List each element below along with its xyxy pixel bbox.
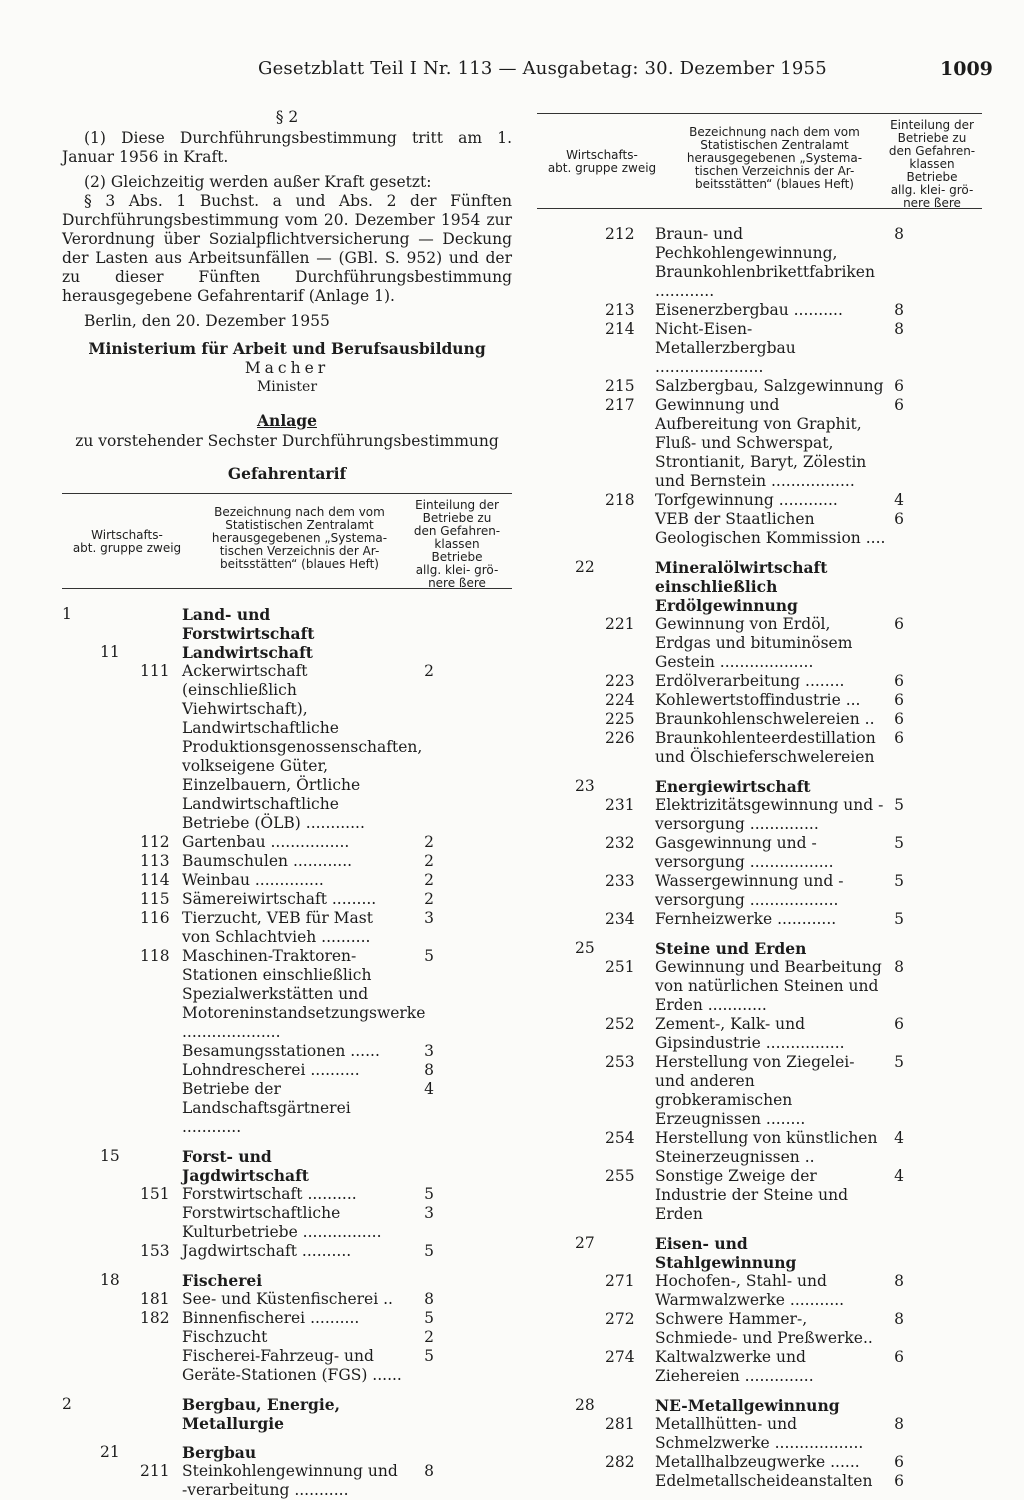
- zweig-number: 113: [140, 852, 170, 870]
- entry-text: Eisenerzbergbau ..........: [655, 301, 843, 319]
- tariff-table-left: [62, 605, 512, 1500]
- zweig-number: 226: [605, 729, 635, 747]
- gruppe-number: 25: [575, 939, 595, 957]
- table-row: [537, 377, 982, 396]
- gefahrenklasse-value: 8: [894, 225, 904, 243]
- entry-text: Baumschulen ............: [182, 852, 353, 870]
- entry-text: Nicht-Eisen-Metallerzbergbau ......................: [655, 320, 796, 376]
- entry-text: Sonstige Zweige der Industrie der Steine und Erden: [655, 1167, 849, 1223]
- gefahrenklasse-value: 5: [894, 910, 904, 928]
- entry-text: Braunkohlenschwelereien ..: [655, 710, 875, 728]
- section-heading: § 2: [275, 108, 299, 126]
- gruppe-number: 23: [575, 777, 595, 795]
- zweig-number: 255: [605, 1167, 635, 1185]
- table-row: [62, 1271, 512, 1290]
- table-row: [537, 1348, 982, 1386]
- entry-text: Mineralölwirtschaft einschließlich Erdölgewinnung: [655, 558, 828, 615]
- gefahrenklasse-value: 5: [894, 872, 904, 890]
- table-row: [537, 1310, 982, 1348]
- zweig-number: 274: [605, 1348, 635, 1366]
- gefahrenklasse-value: 4: [894, 1129, 904, 1147]
- entry-text: Gewinnung von Erdöl, Erdgas und bituminösem Gestein ...................: [655, 615, 853, 671]
- table-row: [62, 662, 512, 833]
- table-row: [537, 939, 982, 958]
- table-row: [537, 1272, 982, 1310]
- gefahrenklasse-value: 6: [894, 672, 904, 690]
- gefahrenklasse-value: 5: [424, 1347, 434, 1365]
- zweig-number: 234: [605, 910, 635, 928]
- entry-text: Gewinnung und Bearbeitung von natürlichen Steinen und Erden ............: [655, 958, 882, 1014]
- gefahrenklasse-value: 6: [894, 377, 904, 395]
- table-row: [537, 301, 982, 320]
- entry-text: Maschinen-Traktoren-Stationen einschließlich Spezialwerkstätten und Motoreninstandsetzungswerke ....................: [182, 947, 426, 1041]
- zweig-number: 282: [605, 1453, 635, 1471]
- entry-text: Landwirtschaft: [182, 643, 313, 662]
- zweig-number: 224: [605, 691, 635, 709]
- gefahrenklasse-value: 3: [424, 909, 434, 927]
- entry-text: Lohndrescherei ..........: [182, 1061, 360, 1079]
- table-row: [537, 958, 982, 1015]
- gefahrenklasse-value: 4: [894, 491, 904, 509]
- gefahrenklasse-value: 2: [424, 890, 434, 908]
- gefahrenklasse-value: 2: [424, 871, 434, 889]
- zweig-number: 114: [140, 871, 170, 889]
- gefahrenklasse-value: 6: [894, 1472, 904, 1490]
- entry-text: Gasgewinnung und -versorgung .................: [655, 834, 834, 871]
- entry-text: Elektrizitätsgewinnung und -versorgung ..............: [655, 796, 884, 833]
- table-row: [62, 1347, 512, 1385]
- table-row: [62, 1080, 512, 1137]
- header-einteilung: Einteilung der Betriebe zu den Gefahren- klassen Betriebe allg. klei- grö- nere ßere: [888, 118, 976, 210]
- entry-text: VEB der Staatlichen Geologischen Kommission ....: [655, 510, 886, 547]
- entry-text: Herstellung von künstlichen Steinerzeugnissen ..: [655, 1129, 878, 1166]
- table-row: [537, 1053, 982, 1129]
- table-row: [537, 1015, 982, 1053]
- table-row: [537, 225, 982, 301]
- zweig-number: 112: [140, 833, 170, 851]
- entry-text: Binnenfischerei ..........: [182, 1309, 360, 1327]
- zweig-number: 281: [605, 1415, 635, 1433]
- zweig-number: 211: [140, 1462, 170, 1480]
- entry-text: Betriebe der Landschaftsgärtnerei ............: [182, 1080, 351, 1136]
- zweig-number: 225: [605, 710, 635, 728]
- table-row: [537, 320, 982, 377]
- gruppe-number: 15: [100, 1147, 120, 1165]
- entry-text: NE-Metallgewinnung: [655, 1396, 840, 1415]
- table-row: [537, 691, 982, 710]
- gefahrenklasse-value: 5: [894, 796, 904, 814]
- header-einteilung: Einteilung der Betriebe zu den Gefahren- klassen Betriebe allg. klei- grö- nere ßere: [413, 498, 501, 590]
- table-row: [62, 833, 512, 852]
- entry-text: Fernheizwerke ............: [655, 910, 837, 928]
- table-row: [537, 1472, 982, 1491]
- entry-text: Weinbau ..............: [182, 871, 324, 889]
- table-row: [62, 1242, 512, 1261]
- table-row: [537, 558, 982, 615]
- entry-text: Kohlewertstoffindustrie ...: [655, 691, 861, 709]
- table-row: [62, 1309, 512, 1328]
- gefahrenklasse-value: 6: [894, 396, 904, 414]
- header-bezeichnung: Bezeichnung nach dem vom Statistischen Zentralamt herausgegebenen „Systema- tischen Verzeichnis der Ar- beitsstätten“ (blaues Heft): [211, 505, 388, 571]
- table-row: [537, 910, 982, 929]
- entry-text: Braunkohlenteerdestillation und Ölschieferschwelereien: [655, 729, 876, 766]
- gefahrenklasse-value: 5: [894, 1053, 904, 1071]
- annex-title: Anlage: [257, 411, 317, 430]
- place-date: Berlin, den 20. Dezember 1955: [84, 312, 330, 330]
- table-row: [62, 1185, 512, 1204]
- abteilung-number: 2: [62, 1395, 72, 1413]
- gefahrenklasse-value: 8: [424, 1061, 434, 1079]
- gruppe-number: 11: [100, 643, 120, 661]
- gefahrenklasse-value: 5: [424, 947, 434, 965]
- header-bezeichnung: Bezeichnung nach dem vom Statistischen Zentralamt herausgegebenen „Systema- tischen Verzeichnis der Ar- beitsstätten“ (blaues Heft): [686, 125, 863, 191]
- gefahrenklasse-value: 8: [894, 1310, 904, 1328]
- table-title: Gefahrentarif: [227, 464, 347, 483]
- entry-text: Bergbau: [182, 1443, 257, 1462]
- header-wirtschafts: Wirtschafts- abt. gruppe zweig: [547, 148, 657, 175]
- table-row: [62, 1395, 512, 1433]
- table-row: [537, 834, 982, 872]
- table-row: [537, 396, 982, 491]
- tariff-table-right: [537, 225, 982, 1491]
- gruppe-number: 22: [575, 558, 595, 576]
- gruppe-number: 27: [575, 1234, 595, 1252]
- gefahrenklasse-value: 4: [894, 1167, 904, 1185]
- entry-text: Forst- und Jagdwirtschaft: [182, 1147, 309, 1185]
- gefahrenklasse-value: 6: [894, 1453, 904, 1471]
- zweig-number: 252: [605, 1015, 635, 1033]
- decree-paragraph-3: § 3 Abs. 1 Buchst. a und Abs. 2 der Fünften Durchführungsbestimmung vom 20. Dezember 1954 zur Verordnung über Sozialpflichtversicherung — Deckung der Lasten aus Arbeitsunfällen — (GBl. S. 952) und der zu dieser Fünften Durchführungsbestimmung herausgegebene Gefahrentarif (Anlage 1).: [62, 192, 512, 305]
- entry-text: Land- und Forstwirtschaft: [182, 605, 315, 643]
- zweig-number: 151: [140, 1185, 170, 1203]
- entry-text: Herstellung von Ziegelei- und anderen grobkeramischen Erzeugnissen ........: [655, 1053, 855, 1128]
- annex-subtitle: zu vorstehender Sechster Durchführungsbestimmung: [75, 432, 499, 450]
- gefahrenklasse-value: 6: [894, 510, 904, 528]
- entry-text: Erdölverarbeitung ........: [655, 672, 845, 690]
- entry-text: Metallhalbzeugwerke ......: [655, 1453, 860, 1471]
- gefahrenklasse-value: 3: [424, 1204, 434, 1222]
- table-row: [62, 605, 512, 643]
- gefahrenklasse-value: 8: [894, 320, 904, 338]
- decree-paragraph-2: (2) Gleichzeitig werden außer Kraft gesetzt:: [84, 173, 432, 191]
- right-column: [537, 113, 982, 1491]
- signer-name: Macher: [244, 359, 330, 377]
- zweig-number: 251: [605, 958, 635, 976]
- zweig-number: 111: [140, 662, 170, 680]
- table-row: [62, 852, 512, 871]
- table-row: [537, 729, 982, 767]
- table-header-right: [537, 113, 982, 209]
- entry-text: Wassergewinnung und -versorgung ..................: [655, 872, 844, 909]
- zweig-number: 231: [605, 796, 635, 814]
- gefahrenklasse-value: 2: [424, 662, 434, 680]
- gefahrenklasse-value: 3: [424, 1042, 434, 1060]
- entry-text: Eisen- und Stahlgewinnung: [655, 1234, 797, 1272]
- table-row: [537, 1453, 982, 1472]
- entry-text: Bergbau, Energie, Metallurgie: [182, 1395, 341, 1433]
- table-row: [537, 510, 982, 548]
- zweig-number: 271: [605, 1272, 635, 1290]
- table-row: [62, 1328, 512, 1347]
- entry-text: Steinkohlengewinnung und -verarbeitung ...........: [182, 1462, 398, 1499]
- gefahrenklasse-value: 5: [894, 834, 904, 852]
- entry-text: Fischzucht: [182, 1328, 268, 1346]
- table-row: [62, 1204, 512, 1242]
- entry-text: Gartenbau ................: [182, 833, 350, 851]
- gefahrenklasse-value: 5: [424, 1185, 434, 1203]
- table-row: [62, 1290, 512, 1309]
- abteilung-number: 1: [62, 605, 72, 623]
- table-row: [62, 1147, 512, 1185]
- gruppe-number: 28: [575, 1396, 595, 1414]
- entry-text: Steine und Erden: [655, 939, 807, 958]
- table-row: [62, 1042, 512, 1061]
- zweig-number: 181: [140, 1290, 170, 1308]
- entry-text: See- und Küstenfischerei ..: [182, 1290, 393, 1308]
- zweig-number: 118: [140, 947, 170, 965]
- zweig-number: 153: [140, 1242, 170, 1260]
- entry-text: Gewinnung und Aufbereitung von Graphit, Fluß- und Schwerspat, Strontianit, Baryt, Zölestin und Bernstein .................: [655, 396, 867, 490]
- table-row: [537, 615, 982, 672]
- gefahrenklasse-value: 8: [424, 1290, 434, 1308]
- table-row: [62, 643, 512, 662]
- zweig-number: 215: [605, 377, 635, 395]
- zweig-number: 254: [605, 1129, 635, 1147]
- table-row: [537, 1396, 982, 1415]
- gruppe-number: 18: [100, 1271, 120, 1289]
- table-row: [537, 796, 982, 834]
- running-head: Gesetzblatt Teil I Nr. 113 — Ausgabetag: 30. Dezember 1955: [258, 58, 827, 79]
- table-row: [537, 491, 982, 510]
- entry-text: Ackerwirtschaft (einschließlich Viehwirtschaft), Landwirtschaftliche Produktionsgenossenschaften, volkseigene Güter, Einzelbauern, Örtliche Landwirtschaftliche Betriebe (ÖLB) ............: [182, 662, 423, 832]
- zweig-number: 272: [605, 1310, 635, 1328]
- gefahrenklasse-value: 2: [424, 1328, 434, 1346]
- gefahrenklasse-value: 6: [894, 691, 904, 709]
- gefahrenklasse-value: 2: [424, 852, 434, 870]
- entry-text: Salzbergbau, Salzgewinnung: [655, 377, 884, 395]
- table-row: [537, 1167, 982, 1224]
- entry-text: Forstwirtschaft ..........: [182, 1185, 357, 1203]
- zweig-number: 253: [605, 1053, 635, 1071]
- entry-text: Edelmetallscheideanstalten: [655, 1472, 873, 1490]
- table-row: [537, 777, 982, 796]
- decree-paragraph-1: (1) Diese Durchführungsbestimmung tritt am 1. Januar 1956 in Kraft.: [62, 129, 512, 166]
- table-row: [62, 1061, 512, 1080]
- entry-text: Kaltwalzwerke und Ziehereien ..............: [655, 1348, 814, 1385]
- entry-text: Fischerei: [182, 1271, 263, 1290]
- zweig-number: 116: [140, 909, 170, 927]
- gefahrenklasse-value: 8: [424, 1462, 434, 1480]
- gefahrenklasse-value: 8: [894, 301, 904, 319]
- gefahrenklasse-value: 6: [894, 729, 904, 747]
- entry-text: Torfgewinnung ............: [655, 491, 838, 509]
- table-row: [537, 1234, 982, 1272]
- zweig-number: 221: [605, 615, 635, 633]
- entry-text: Zement-, Kalk- und Gipsindustrie ................: [655, 1015, 845, 1052]
- zweig-number: 212: [605, 225, 635, 243]
- gruppe-number: 21: [100, 1443, 120, 1461]
- signer-role: Minister: [256, 379, 318, 395]
- gefahrenklasse-value: 4: [424, 1080, 434, 1098]
- gefahrenklasse-value: 6: [894, 1015, 904, 1033]
- gefahrenklasse-value: 6: [894, 1348, 904, 1366]
- gefahrenklasse-value: 8: [894, 958, 904, 976]
- table-row: [537, 872, 982, 910]
- zweig-number: 115: [140, 890, 170, 908]
- entry-text: Sämereiwirtschaft .........: [182, 890, 377, 908]
- entry-text: Hochofen-, Stahl- und Warmwalzwerke ...........: [655, 1272, 845, 1309]
- header-wirtschafts: Wirtschafts- abt. gruppe zweig: [72, 528, 182, 555]
- table-header: [62, 493, 512, 589]
- zweig-number: 233: [605, 872, 635, 890]
- entry-text: Energiewirtschaft: [655, 777, 811, 796]
- gefahrenklasse-value: 6: [894, 710, 904, 728]
- table-row: [62, 890, 512, 909]
- zweig-number: 213: [605, 301, 635, 319]
- gefahrenklasse-value: 6: [894, 615, 904, 633]
- entry-text: Besamungsstationen ......: [182, 1042, 380, 1060]
- zweig-number: 223: [605, 672, 635, 690]
- page-number: 1009: [940, 58, 993, 80]
- entry-text: Tierzucht, VEB für Mast von Schlachtvieh ..........: [182, 909, 373, 946]
- gefahrenklasse-value: 8: [894, 1415, 904, 1433]
- table-row: [62, 947, 512, 1042]
- entry-text: Fischerei-Fahrzeug- und Geräte-Stationen (FGS) ......: [182, 1347, 402, 1384]
- gefahrenklasse-value: 2: [424, 833, 434, 851]
- ministry-name: Ministerium für Arbeit und Berufsausbildung: [88, 339, 486, 358]
- left-column: [62, 108, 512, 1500]
- gefahrenklasse-value: 8: [894, 1272, 904, 1290]
- table-row: [537, 710, 982, 729]
- table-row: [537, 672, 982, 691]
- table-row: [537, 1415, 982, 1453]
- zweig-number: 182: [140, 1309, 170, 1327]
- table-row: [62, 1443, 512, 1462]
- zweig-number: 214: [605, 320, 635, 338]
- gefahrenklasse-value: 5: [424, 1242, 434, 1260]
- table-row: [537, 1129, 982, 1167]
- entry-text: Braun- und Pechkohlengewinnung, Braunkohlenbrikettfabriken ............: [655, 225, 875, 300]
- table-row: [62, 871, 512, 890]
- entry-text: Schwere Hammer-, Schmiede- und Preßwerke..: [655, 1310, 873, 1347]
- zweig-number: 232: [605, 834, 635, 852]
- entry-text: Jagdwirtschaft ..........: [182, 1242, 352, 1260]
- entry-text: Metallhütten- und Schmelzwerke ..................: [655, 1415, 864, 1452]
- zweig-number: 217: [605, 396, 635, 414]
- zweig-number: 218: [605, 491, 635, 509]
- table-row: [62, 909, 512, 947]
- entry-text: Forstwirtschaftliche Kulturbetriebe ................: [182, 1204, 382, 1241]
- table-row: [62, 1462, 512, 1500]
- gefahrenklasse-value: 5: [424, 1309, 434, 1327]
